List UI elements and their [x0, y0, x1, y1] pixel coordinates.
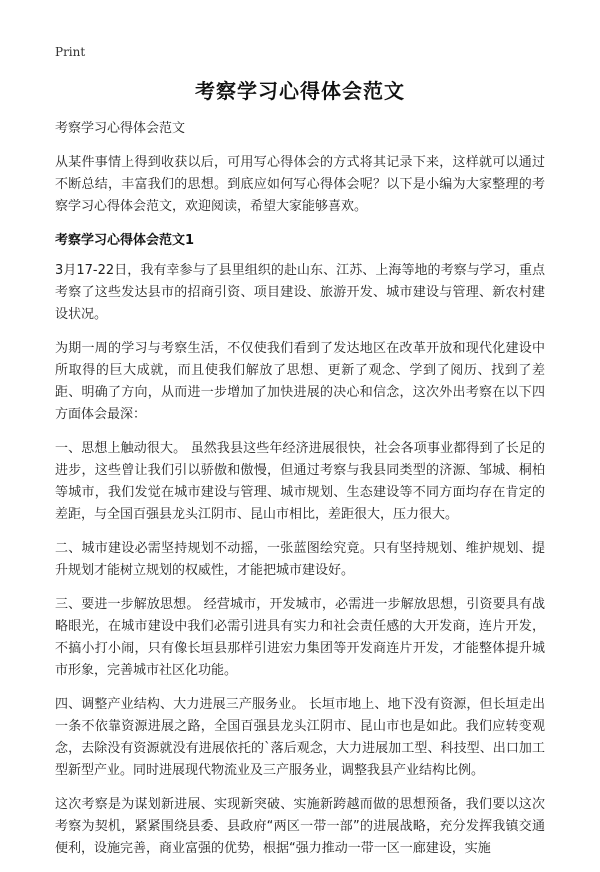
body-paragraph-5: 三、要进一步解放思想。 经营城市，开发城市，必需进一步解放思想，引资要具有战略眼光，在城市建设中我们必需引进具有实力和社会责任感的大开发商，连片开发，不搞小打小闹，只有像长垣县那样引进宏力集团等开发商连片开发，才能整体提升城市形象，完善城市社区化功能。: [55, 597, 545, 678]
article-body: [55, 118, 545, 872]
print-link[interactable]: Print: [55, 45, 86, 59]
body-paragraph-7: 这次考察是为谋划新进展、实现新突破、实施新跨越而做的思想预备，我们要以这次考察为契机，紧紧围绕县委、县政府“两区一带一部”的进展战略，充分发挥我镇交通便利，设施完善，商业富强的优势，根据“强力推动一带一区一廊建设，实施: [55, 797, 545, 856]
body-paragraph-2: 为期一周的学习与考察生活，不仅使我们看到了发达地区在改革开放和现代化建设中所取得的巨大成就，而且使我们解放了思想、更新了观念、学到了阅历、找到了差距、明确了方向，从而进一步增加了加快进展的决心和信念，这次外出考察在以下四方面体会最深：: [55, 341, 545, 422]
body-paragraph-1: 3月17-22日，我有幸参与了县里组织的赴山东、江苏、上海等地的考察与学习，重点考察了这些发达县市的招商引资、项目建设、旅游开发、城市建设与管理、新农村建设状况。: [55, 263, 545, 322]
page-title: 考察学习心得体会范文: [195, 79, 405, 103]
body-paragraph-4: 二、城市建设必需坚持规划不动摇，一张蓝图绘究竟。只有坚持规划、维护规划、提升规划才能树立规划的权威性，才能把城市建设好。: [55, 541, 545, 578]
body-paragraph-3: 一、思想上触动很大。 虽然我县这些年经济进展很快，社会各项事业都得到了长足的进步，这些曾让我们引以骄傲和傲慢，但通过考察与我县同类型的济源、邹城、桐柏等城市，我们发觉在城市建设与管理、城市规划、生态建设等不同方面均存在肯定的差距，与全国百强县龙头江阴市、昆山市相比，差距很大，压力很大。: [55, 441, 545, 522]
body-paragraph-6: 四、调整产业结构、大力进展三产服务业。 长垣市地上、地下没有资源，但长垣走出一条不依靠资源进展之路，全国百强县龙头江阴市、昆山市也是如此。我们应转变观念，去除没有资源就没有进展依托的`落后观念，大力进展加工型、科技型、出口加工型新型产业。同时进展现代物流业及三产服务业，调整我县产业结构比例。: [55, 697, 545, 778]
section-heading: 考察学习心得体会范文1: [55, 233, 195, 248]
intro-paragraph: 从某件事情上得到收获以后，可用写心得体会的方式将其记录下来，这样就可以通过不断总结，丰富我们的思想。到底应如何写心得体会呢？以下是小编为大家整理的考察学习心得体会范文，欢迎阅读，希望大家能够喜欢。: [55, 155, 545, 214]
article-subtitle: 考察学习心得体会范文: [55, 121, 186, 136]
